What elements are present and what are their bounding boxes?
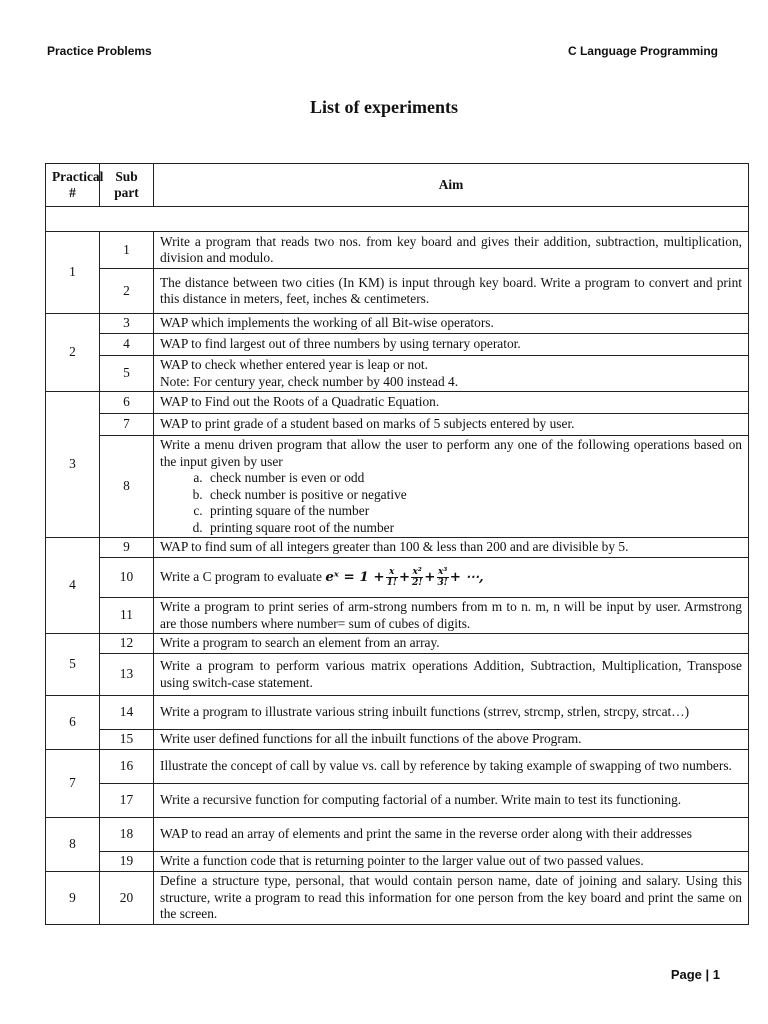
- sub-part-number: 13: [100, 654, 154, 696]
- aim-text: WAP to find largest out of three numbers by using ternary operator.: [160, 336, 521, 352]
- sub-part-number: 5: [100, 356, 154, 392]
- aim-text: The distance between two cities (In KM) is input through key board. Write a program to convert and print this distance in meters, feet, inches & centimeters.: [160, 274, 742, 306]
- aim-cell: [154, 634, 749, 654]
- header-right: C Language Programming: [567, 44, 718, 58]
- menu-options-list: [160, 470, 742, 536]
- sub-part-number: 10: [100, 558, 154, 598]
- table-row: [46, 436, 749, 538]
- table-row: [46, 414, 749, 436]
- table-row: [46, 392, 749, 414]
- aim-cell: [154, 334, 749, 356]
- sub-part-number: 14: [100, 696, 154, 730]
- sub-part-number: 12: [100, 634, 154, 654]
- table-row: [46, 232, 749, 269]
- practical-number: 4: [46, 538, 100, 634]
- table-row: [46, 750, 749, 784]
- fraction-denominator: 2!: [412, 578, 423, 588]
- table-row: [46, 818, 749, 852]
- fraction-numerator: x³: [437, 567, 448, 577]
- table-row: [46, 314, 749, 334]
- aim-cell: [154, 414, 749, 436]
- practical-number: 3: [46, 392, 100, 538]
- sub-part-number: 3: [100, 314, 154, 334]
- practical-number: 5: [46, 634, 100, 696]
- aim-text: WAP to read an array of elements and print the same in the reverse order along with their addresses: [160, 826, 692, 842]
- aim-text: WAP which implements the working of all Bit-wise operators.: [160, 315, 494, 331]
- practical-number: 8: [46, 818, 100, 872]
- aim-text: WAP to check whether entered year is leap or not.: [160, 357, 428, 372]
- aim-cell: [154, 392, 749, 414]
- list-item: b. check number is positive or negative: [206, 487, 742, 504]
- aim-text: Write a menu driven program that allow the user to perform any one of the following operations based on the input given by user: [160, 437, 742, 469]
- table-row: [46, 654, 749, 696]
- aim-cell: [154, 730, 749, 750]
- table-spacer-row: [46, 207, 749, 232]
- practical-number: 6: [46, 696, 100, 750]
- aim-cell: [154, 818, 749, 852]
- list-item: a. check number is even or odd: [206, 470, 742, 487]
- sub-part-number: 1: [100, 232, 154, 269]
- aim-text: Write a function code that is returning pointer to the larger value out of two passed values.: [160, 853, 644, 869]
- table-row: [46, 852, 749, 872]
- sub-part-number: 17: [100, 784, 154, 818]
- table-row: [46, 696, 749, 730]
- aim-text: Write a program that reads two nos. from key board and gives their addition, subtraction, multiplication, division and modulo.: [160, 233, 742, 265]
- series-formula: eˣ = 1 + $\frac{x}{1!}$ + $\frac{\text{x²}}{2!}$ + $\frac{\text{x³}}{3!}$ + ⋯,: [325, 567, 484, 588]
- aim-cell: [154, 852, 749, 872]
- aim-cell: [154, 598, 749, 634]
- formula-tail: + ⋯,: [449, 569, 484, 585]
- aim-cell: [154, 654, 749, 696]
- table-row: [46, 269, 749, 314]
- table-row: [46, 872, 749, 925]
- aim-cell: [154, 538, 749, 558]
- aim-cell: [154, 872, 749, 925]
- sub-part-number: 16: [100, 750, 154, 784]
- page-title: List of experiments: [310, 97, 458, 117]
- practical-number: 9: [46, 872, 100, 925]
- list-item: d. printing square root of the number: [206, 520, 742, 537]
- header-aim: Aim: [154, 164, 749, 207]
- aim-cell: [154, 314, 749, 334]
- formula-lhs: eˣ = 1 +: [325, 569, 385, 585]
- sub-part-number: 8: [100, 436, 154, 538]
- header-sub-part: Sub part: [100, 164, 154, 207]
- sub-part-number: 15: [100, 730, 154, 750]
- page-number: Page | 1: [670, 967, 720, 982]
- table-row: [46, 730, 749, 750]
- table-row: [46, 538, 749, 558]
- fraction-numerator: x: [386, 567, 398, 578]
- sub-part-number: 19: [100, 852, 154, 872]
- fraction-denominator: 3!: [437, 578, 448, 588]
- practical-number: 2: [46, 314, 100, 392]
- experiments-table: [45, 163, 749, 925]
- sub-part-number: 4: [100, 334, 154, 356]
- table-row: [46, 356, 749, 392]
- aim-text: Define a structure type, personal, that would contain person name, date of joining and salary. Using this structure, write a program to read this information for one person from the key board and print the same on the screen.: [160, 873, 742, 921]
- aim-text: Write a program to print series of arm-strong numbers from m to n. m, n will be input by user. Armstrong are those numbers where number= sum of cubes of digits.: [160, 599, 742, 631]
- aim-cell: [154, 269, 749, 314]
- aim-text: Write a program to illustrate various string inbuilt functions (strrev, strcmp, strlen, strcpy, strcat…): [160, 704, 690, 720]
- aim-note: Note: For century year, check number by 400 instead 4.: [160, 373, 459, 389]
- aim-cell: [154, 558, 749, 598]
- aim-text: Write a recursive function for computing factorial of a number. Write main to test its functioning.: [160, 792, 682, 808]
- aim-cell: [154, 436, 749, 538]
- sub-part-number: 6: [100, 392, 154, 414]
- practical-number: 1: [46, 232, 100, 314]
- aim-cell: [154, 784, 749, 818]
- list-item: c. printing square of the number: [206, 503, 742, 520]
- aim-text: Write a C program to evaluate: [160, 569, 322, 584]
- aim-text: Write user defined functions for all the inbuilt functions of the above Program.: [160, 731, 582, 747]
- table-body: [46, 207, 749, 925]
- sub-part-number: 2: [100, 269, 154, 314]
- table-row: [46, 558, 749, 598]
- table-row: [46, 334, 749, 356]
- aim-text: WAP to print grade of a student based on marks of 5 subjects entered by user.: [160, 416, 575, 432]
- fraction-denominator: 1!: [386, 578, 397, 588]
- sub-part-number: 18: [100, 818, 154, 852]
- aim-text: Write a program to perform various matrix operations Addition, Subtraction, Multiplication, Transpose using switch-case statement.: [160, 658, 742, 690]
- aim-text: Illustrate the concept of call by value vs. call by reference by taking example of swapping of two numbers.: [160, 758, 732, 774]
- sub-part-number: 20: [100, 872, 154, 925]
- formula-fraction: [411, 567, 423, 588]
- fraction-numerator: x²: [412, 567, 422, 577]
- aim-text: WAP to Find out the Roots of a Quadratic Equation.: [160, 394, 440, 410]
- formula-fraction: [437, 567, 449, 588]
- header-practical: Practical #: [46, 164, 100, 207]
- sub-part-number: 7: [100, 414, 154, 436]
- aim-cell: [154, 750, 749, 784]
- aim-cell: [154, 696, 749, 730]
- table-row: [46, 784, 749, 818]
- table-row: [46, 598, 749, 634]
- practical-number: 7: [46, 750, 100, 818]
- sub-part-number: 11: [100, 598, 154, 634]
- table-row: [46, 634, 749, 654]
- aim-cell: [154, 232, 749, 269]
- table-header-row: [46, 164, 749, 207]
- header-left: Practice Problems: [47, 44, 152, 58]
- sub-part-number: 9: [100, 538, 154, 558]
- aim-cell: [154, 356, 749, 392]
- formula-fraction: [386, 567, 398, 588]
- aim-text: WAP to find sum of all integers greater than 100 & less than 200 and are divisible by 5.: [160, 539, 629, 555]
- aim-text: Write a program to search an element from an array.: [160, 635, 440, 651]
